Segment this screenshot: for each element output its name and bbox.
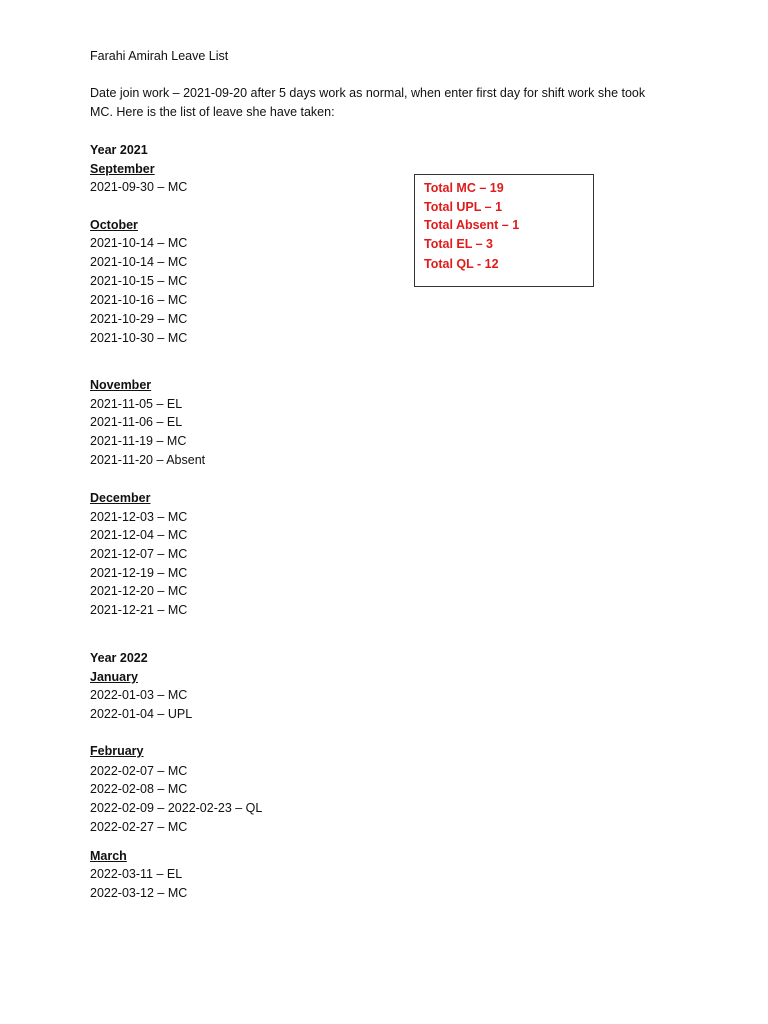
- year-2022-heading: Year 2022: [90, 651, 148, 665]
- leave-entry: 2021-12-20 – MC: [90, 584, 188, 598]
- month-heading-september: September: [90, 162, 155, 176]
- leave-entry: 2021-10-14 – MC: [90, 236, 188, 250]
- leave-entry: 2021-10-29 – MC: [90, 312, 188, 326]
- leave-entry: 2022-02-27 – MC: [90, 820, 188, 834]
- leave-entry: 2021-12-07 – MC: [90, 547, 188, 561]
- document-title: Farahi Amirah Leave List: [90, 49, 229, 63]
- leave-entry: 2021-12-19 – MC: [90, 566, 188, 580]
- leave-entry: 2022-01-03 – MC: [90, 688, 188, 702]
- leave-entry: 2021-09-30 – MC: [90, 180, 188, 194]
- leave-entry: 2022-01-04 – UPL: [90, 707, 193, 721]
- leave-entry: 2021-12-04 – MC: [90, 528, 188, 542]
- year-2021-heading: Year 2021: [90, 143, 148, 157]
- leave-entry: 2021-10-14 – MC: [90, 255, 188, 269]
- leave-entry: 2021-11-19 – MC: [90, 434, 187, 448]
- intro-line-1: Date join work – 2021-09-20 after 5 days work as normal, when enter first day for shift work she took: [90, 86, 646, 100]
- leave-entry: 2022-03-11 – EL: [90, 867, 183, 881]
- leave-entry: 2022-02-09 – 2022-02-23 – QL: [90, 801, 263, 815]
- total-absent: Total Absent – 1: [424, 218, 520, 232]
- leave-entry: 2021-10-16 – MC: [90, 293, 188, 307]
- month-heading-february: February: [90, 744, 144, 758]
- total-upl: Total UPL – 1: [424, 200, 503, 214]
- leave-entry: 2022-03-12 – MC: [90, 886, 188, 900]
- total-mc: Total MC – 19: [424, 181, 504, 195]
- month-heading-january: January: [90, 670, 138, 684]
- leave-entry: 2021-12-21 – MC: [90, 603, 188, 617]
- total-el: Total EL – 3: [424, 237, 494, 251]
- intro-line-2: MC. Here is the list of leave she have taken:: [90, 105, 335, 119]
- leave-entry: 2021-11-20 – Absent: [90, 453, 206, 467]
- leave-entry: 2021-12-03 – MC: [90, 510, 188, 524]
- leave-entry: 2021-10-30 – MC: [90, 331, 188, 345]
- total-ql: Total QL - 12: [424, 257, 499, 271]
- leave-entry: 2022-02-08 – MC: [90, 782, 188, 796]
- month-heading-november: November: [90, 378, 152, 392]
- month-heading-october: October: [90, 218, 138, 232]
- leave-entry: 2021-10-15 – MC: [90, 274, 188, 288]
- leave-entry: 2021-11-05 – EL: [90, 397, 183, 411]
- month-heading-march: March: [90, 849, 127, 863]
- leave-summary-box: [414, 174, 594, 287]
- leave-entry: 2022-02-07 – MC: [90, 764, 188, 778]
- month-heading-december: December: [90, 491, 151, 505]
- leave-entry: 2021-11-06 – EL: [90, 415, 183, 429]
